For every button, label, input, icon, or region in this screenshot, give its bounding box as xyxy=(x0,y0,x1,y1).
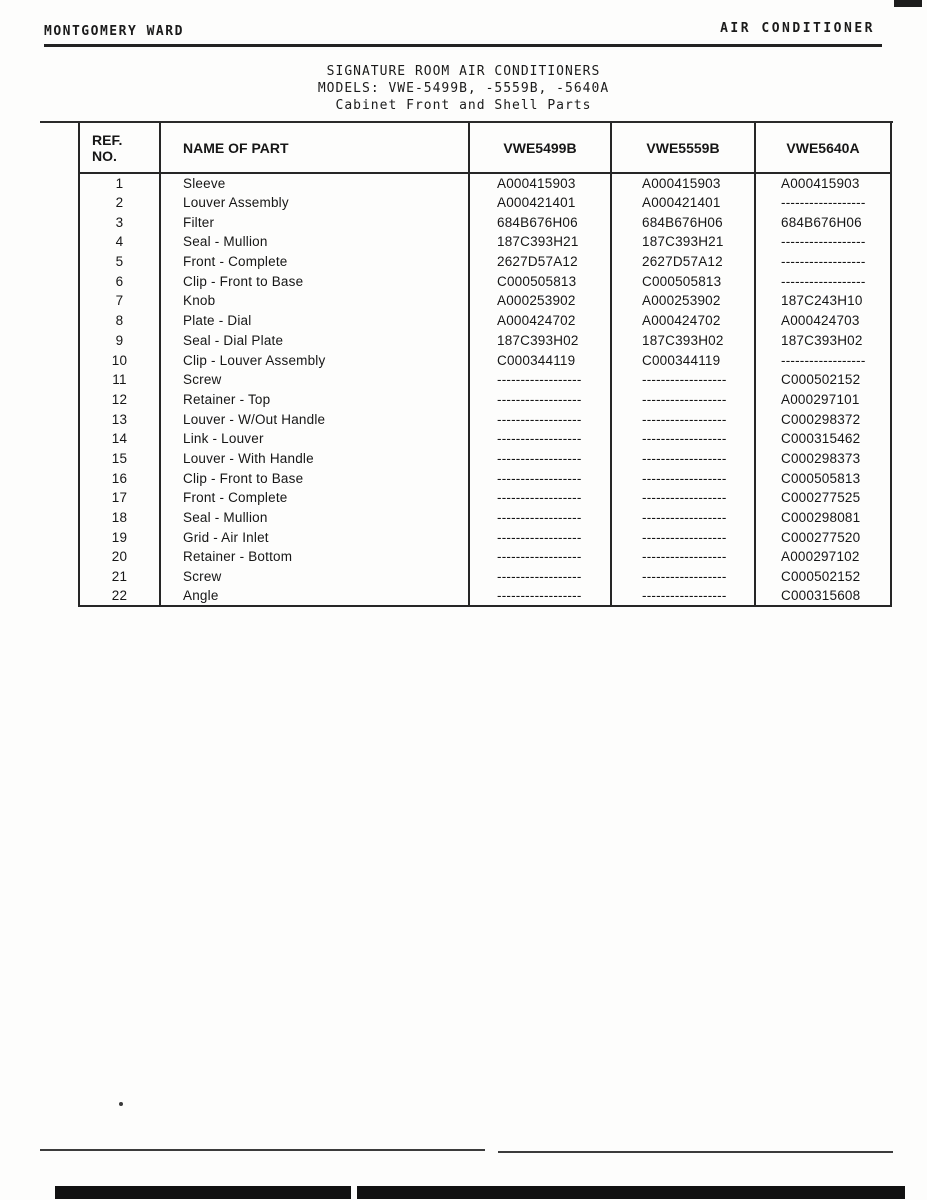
part-name-cell: Louver - With Handle xyxy=(160,449,469,469)
vwe5499b-cell: A000415903 xyxy=(469,173,611,193)
part-name-cell: Seal - Mullion xyxy=(160,232,469,252)
vwe5559b-cell: C000505813 xyxy=(611,271,755,291)
table-row xyxy=(79,468,891,488)
vwe5499b-cell: ------------------ xyxy=(469,390,611,410)
vwe5559b-cell: ------------------ xyxy=(611,390,755,410)
table-row xyxy=(79,350,891,370)
vwe5559b-cell: A000253902 xyxy=(611,291,755,311)
part-name-cell: Front - Complete xyxy=(160,252,469,272)
vwe5499b-cell: A000253902 xyxy=(469,291,611,311)
vwe5499b-cell: 187C393H02 xyxy=(469,331,611,351)
vwe5559b-cell: 684B676H06 xyxy=(611,212,755,232)
vwe5559b-cell: ------------------ xyxy=(611,527,755,547)
vwe5640a-cell: C000505813 xyxy=(781,470,861,486)
ref-no-cell: 11 xyxy=(79,370,160,390)
footer-rule-left xyxy=(40,1149,485,1151)
table-row xyxy=(79,193,891,213)
title-block xyxy=(0,64,927,115)
scan-artifact-dot xyxy=(119,1102,123,1106)
document-title: SIGNATURE ROOM AIR CONDITIONERS xyxy=(326,64,601,79)
vwe5559b-cell: ------------------ xyxy=(611,508,755,528)
vwe5640a-cell: ------------------ xyxy=(781,273,866,289)
vwe5499b-cell: ------------------ xyxy=(469,429,611,449)
vwe5640a-cell: C000298373 xyxy=(781,450,861,466)
table-row xyxy=(79,232,891,252)
table-row xyxy=(79,409,891,429)
vwe5640a-cell: C000298372 xyxy=(781,411,861,427)
vwe5640a-cell: C000315462 xyxy=(781,431,861,447)
part-name-cell: Knob xyxy=(160,291,469,311)
table-row xyxy=(79,291,891,311)
table-row xyxy=(79,173,891,193)
ref-no-cell: 9 xyxy=(79,331,160,351)
vwe5640a-cell: A000297101 xyxy=(781,391,860,407)
part-name-cell: Filter xyxy=(160,212,469,232)
vwe5559b-cell: ------------------ xyxy=(611,488,755,508)
scan-artifact-bar-right xyxy=(357,1186,905,1199)
footer-rule-right xyxy=(498,1151,893,1153)
vwe5499b-cell: ------------------ xyxy=(469,547,611,567)
parts-table xyxy=(78,123,892,607)
vwe5640a-cell: C000298081 xyxy=(781,510,861,526)
vwe5499b-cell: ------------------ xyxy=(469,527,611,547)
vwe5499b-cell: 2627D57A12 xyxy=(469,252,611,272)
vwe5640a-cell: C000315608 xyxy=(781,588,861,604)
vwe5559b-cell: ------------------ xyxy=(611,567,755,587)
table-row xyxy=(79,488,891,508)
ref-no-cell: 7 xyxy=(79,291,160,311)
vwe5640a-cell: ------------------ xyxy=(781,234,866,250)
vwe5559b-cell: ------------------ xyxy=(611,449,755,469)
table-row xyxy=(79,508,891,528)
part-name-cell: Front - Complete xyxy=(160,488,469,508)
part-name-cell: Sleeve xyxy=(160,173,469,193)
vwe5559b-cell: A000415903 xyxy=(611,173,755,193)
vwe5559b-cell: ------------------ xyxy=(611,370,755,390)
table-row xyxy=(79,429,891,449)
vwe5559b-cell: A000424702 xyxy=(611,311,755,331)
header-company-name: MONTGOMERY WARD xyxy=(44,24,184,39)
table-row xyxy=(79,527,891,547)
vwe5499b-cell: ------------------ xyxy=(469,567,611,587)
table-row xyxy=(79,449,891,469)
header-section-name: AIR CONDITIONER xyxy=(720,21,875,36)
ref-header-line2: NO. xyxy=(92,147,117,164)
part-name-cell: Screw xyxy=(160,370,469,390)
part-name-cell: Clip - Front to Base xyxy=(160,271,469,291)
vwe5499b-cell: ------------------ xyxy=(469,586,611,606)
ref-no-cell: 2 xyxy=(79,193,160,213)
vwe5640a-cell: C000277520 xyxy=(781,529,861,545)
table-row xyxy=(79,252,891,272)
vwe5499b-cell: ------------------ xyxy=(469,449,611,469)
part-name-cell: Retainer - Top xyxy=(160,390,469,410)
model2-header: VWE5559B xyxy=(611,123,755,173)
part-name-cell: Louver - W/Out Handle xyxy=(160,409,469,429)
document-models: MODELS: VWE-5499B, -5559B, -5640A xyxy=(317,81,610,96)
vwe5499b-cell: C000505813 xyxy=(469,271,611,291)
vwe5640a-cell: ------------------ xyxy=(781,254,866,270)
vwe5499b-cell: C000344119 xyxy=(469,350,611,370)
vwe5559b-cell: 2627D57A12 xyxy=(611,252,755,272)
ref-no-cell: 14 xyxy=(79,429,160,449)
part-name-cell: Louver Assembly xyxy=(160,193,469,213)
table-row xyxy=(79,311,891,331)
ref-no-cell: 10 xyxy=(79,350,160,370)
parts-table-body xyxy=(79,173,891,606)
vwe5559b-cell: C000344119 xyxy=(611,350,755,370)
model1-header: VWE5499B xyxy=(469,123,611,173)
part-name-cell: Screw xyxy=(160,567,469,587)
vwe5640a-cell: A000415903 xyxy=(781,175,860,191)
name-of-part-header: NAME OF PART xyxy=(160,123,469,173)
table-row xyxy=(79,567,891,587)
vwe5559b-cell: ------------------ xyxy=(611,547,755,567)
vwe5640a-cell: 684B676H06 xyxy=(781,214,862,230)
vwe5640a-cell: 187C393H02 xyxy=(781,332,863,348)
vwe5559b-cell: A000421401 xyxy=(611,193,755,213)
vwe5640a-cell: ------------------ xyxy=(781,195,866,211)
vwe5640a-cell: C000277525 xyxy=(781,490,861,506)
vwe5640a-cell: 187C243H10 xyxy=(781,293,863,309)
part-name-cell: Link - Louver xyxy=(160,429,469,449)
ref-no-cell: 13 xyxy=(79,409,160,429)
scan-artifact-corner xyxy=(894,0,922,7)
table-row xyxy=(79,331,891,351)
part-name-cell: Clip - Front to Base xyxy=(160,468,469,488)
part-name-cell: Plate - Dial xyxy=(160,311,469,331)
ref-no-cell: 21 xyxy=(79,567,160,587)
vwe5559b-cell: ------------------ xyxy=(611,429,755,449)
ref-no-cell: 5 xyxy=(79,252,160,272)
vwe5640a-cell: C000502152 xyxy=(781,372,861,388)
vwe5559b-cell: 187C393H02 xyxy=(611,331,755,351)
ref-no-cell: 15 xyxy=(79,449,160,469)
part-name-cell: Retainer - Bottom xyxy=(160,547,469,567)
vwe5640a-cell: A000297102 xyxy=(781,549,860,565)
ref-no-cell: 4 xyxy=(79,232,160,252)
vwe5559b-cell: 187C393H21 xyxy=(611,232,755,252)
vwe5499b-cell: ------------------ xyxy=(469,488,611,508)
ref-no-cell: 8 xyxy=(79,311,160,331)
part-name-cell: Seal - Dial Plate xyxy=(160,331,469,351)
vwe5499b-cell: ------------------ xyxy=(469,468,611,488)
vwe5559b-cell: ------------------ xyxy=(611,468,755,488)
ref-no-cell: 1 xyxy=(79,173,160,193)
vwe5559b-cell: ------------------ xyxy=(611,409,755,429)
model3-header: VWE5640A xyxy=(755,123,891,173)
ref-no-cell: 6 xyxy=(79,271,160,291)
vwe5640a-cell: A000424703 xyxy=(781,313,860,329)
part-name-cell: Grid - Air Inlet xyxy=(160,527,469,547)
vwe5499b-cell: A000424702 xyxy=(469,311,611,331)
table-row xyxy=(79,390,891,410)
ref-no-cell: 18 xyxy=(79,508,160,528)
header-rule xyxy=(44,44,882,47)
vwe5559b-cell: ------------------ xyxy=(611,586,755,606)
ref-no-cell: 3 xyxy=(79,212,160,232)
ref-no-cell: 22 xyxy=(79,586,160,606)
ref-no-cell: 12 xyxy=(79,390,160,410)
vwe5499b-cell: ------------------ xyxy=(469,409,611,429)
vwe5499b-cell: 187C393H21 xyxy=(469,232,611,252)
table-row xyxy=(79,370,891,390)
document-subtitle: Cabinet Front and Shell Parts xyxy=(335,98,592,113)
scan-artifact-bar-left xyxy=(55,1186,351,1199)
table-row xyxy=(79,547,891,567)
ref-no-cell: 20 xyxy=(79,547,160,567)
ref-no-header xyxy=(79,123,160,173)
part-name-cell: Seal - Mullion xyxy=(160,508,469,528)
vwe5499b-cell: ------------------ xyxy=(469,508,611,528)
vwe5640a-cell: ------------------ xyxy=(781,352,866,368)
parts-table-header xyxy=(79,123,891,173)
part-name-cell: Clip - Louver Assembly xyxy=(160,350,469,370)
vwe5499b-cell: 684B676H06 xyxy=(469,212,611,232)
table-row xyxy=(79,271,891,291)
table-row xyxy=(79,212,891,232)
vwe5499b-cell: A000421401 xyxy=(469,193,611,213)
table-row xyxy=(79,586,891,606)
vwe5499b-cell: ------------------ xyxy=(469,370,611,390)
ref-no-cell: 16 xyxy=(79,468,160,488)
ref-no-cell: 19 xyxy=(79,527,160,547)
part-name-cell: Angle xyxy=(160,586,469,606)
ref-no-cell: 17 xyxy=(79,488,160,508)
ref-header-line1: REF. xyxy=(92,131,123,148)
vwe5640a-cell: C000502152 xyxy=(781,569,861,585)
header-row xyxy=(79,123,891,173)
